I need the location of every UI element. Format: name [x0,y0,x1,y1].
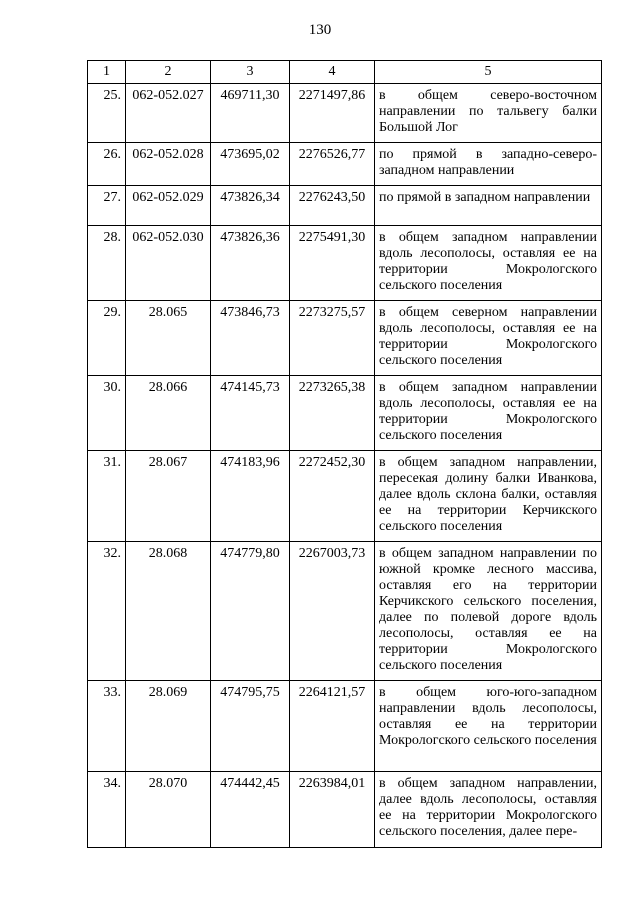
boundary-description: в общем северо-восточном направлении по тальвегу балки Большой Лог [375,84,602,143]
row-number: 25. [88,84,126,143]
y-coordinate: 2275491,30 [290,226,375,301]
point-code: 28.066 [126,376,211,451]
x-coordinate: 474442,45 [211,772,290,848]
boundary-description: в общем западном направлении вдоль лесополосы, оставляя ее на территории Мокрологского сельского поселения [375,376,602,451]
point-code: 062-052.030 [126,226,211,301]
x-coordinate: 473826,36 [211,226,290,301]
x-coordinate: 473695,02 [211,143,290,186]
row-number: 31. [88,451,126,542]
boundary-description: в общем юго-юго-западном направлении вдоль лесополосы, оставляя ее на территории Мокрологского сельского поселения [375,681,602,772]
boundary-description: в общем западном направлении, далее вдоль лесополосы, оставляя ее на территории Мокрологского сельского поселения, далее пере- [375,772,602,848]
row-number: 33. [88,681,126,772]
y-coordinate: 2276526,77 [290,143,375,186]
y-coordinate: 2273265,38 [290,376,375,451]
header-cell: 5 [375,61,602,84]
x-coordinate: 473826,34 [211,186,290,226]
x-coordinate: 474145,73 [211,376,290,451]
header-cell: 4 [290,61,375,84]
boundary-description: в общем северном направлении вдоль лесополосы, оставляя ее на территории Мокрологского сельского поселения [375,301,602,376]
row-number: 32. [88,542,126,681]
boundary-description: в общем западном направлении, пересекая долину балки Иванкова, далее вдоль склона балки, оставляя ее на территории Керчикского сельского поселения [375,451,602,542]
boundary-description: в общем западном направлении вдоль лесополосы, оставляя ее на территории Мокрологского сельского поселения [375,226,602,301]
table-row [88,376,602,451]
table-row [88,226,602,301]
y-coordinate: 2271497,86 [290,84,375,143]
row-number: 30. [88,376,126,451]
x-coordinate: 474183,96 [211,451,290,542]
table-body [88,61,602,848]
table-row [88,143,602,186]
boundary-description: по прямой в западном направлении [375,186,602,226]
x-coordinate: 474779,80 [211,542,290,681]
y-coordinate: 2264121,57 [290,681,375,772]
header-row [88,61,602,84]
boundary-table [87,60,602,848]
y-coordinate: 2273275,57 [290,301,375,376]
page-number: 130 [308,22,332,38]
y-coordinate: 2263984,01 [290,772,375,848]
row-number: 34. [88,772,126,848]
point-code: 062-052.028 [126,143,211,186]
point-code: 28.069 [126,681,211,772]
row-number: 27. [88,186,126,226]
table-row [88,451,602,542]
table-row [88,186,602,226]
table-row [88,772,602,848]
y-coordinate: 2267003,73 [290,542,375,681]
table-row [88,301,602,376]
point-code: 062-052.027 [126,84,211,143]
point-code: 062-052.029 [126,186,211,226]
point-code: 28.065 [126,301,211,376]
y-coordinate: 2276243,50 [290,186,375,226]
x-coordinate: 469711,30 [211,84,290,143]
point-code: 28.070 [126,772,211,848]
row-number: 26. [88,143,126,186]
point-code: 28.068 [126,542,211,681]
x-coordinate: 473846,73 [211,301,290,376]
x-coordinate: 474795,75 [211,681,290,772]
header-cell: 3 [211,61,290,84]
boundary-description: в общем западном направлении по южной кромке лесного массива, оставляя его на территории Керчикского сельского поселения, далее по полевой дороге вдоль лесополосы, оставляя ее на территории Мокрологского сельского поселения [375,542,602,681]
table-row [88,681,602,772]
table-row [88,542,602,681]
row-number: 29. [88,301,126,376]
boundary-description: по прямой в западно-северо-западном направлении [375,143,602,186]
header-cell: 2 [126,61,211,84]
point-code: 28.067 [126,451,211,542]
header-cell: 1 [88,61,126,84]
y-coordinate: 2272452,30 [290,451,375,542]
table-row [88,84,602,143]
row-number: 28. [88,226,126,301]
